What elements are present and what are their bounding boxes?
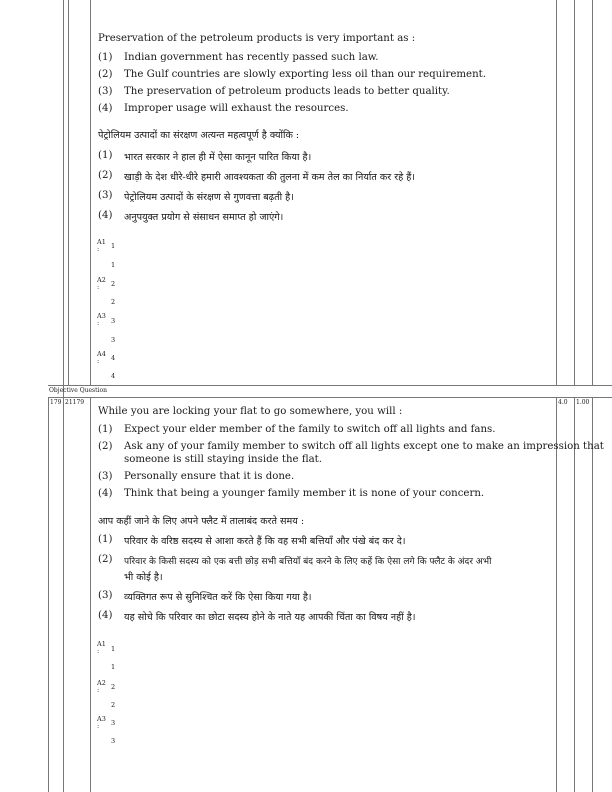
q2-en-opt3-num: (3) (98, 471, 113, 482)
q1-a3-colon: : (97, 319, 100, 327)
q1-a1-colon: : (97, 245, 100, 253)
q1-hi-opt3-num: (3) (98, 190, 113, 201)
q1-a4-colon: : (97, 357, 100, 365)
q1-a1-val: 1 (111, 242, 116, 250)
q2-hi-opt1-num: (1) (98, 534, 113, 545)
q2-a3-val: 3 (111, 719, 116, 727)
row-divider-top (48, 385, 612, 386)
table-border-right-3 (592, 0, 593, 385)
q2-a1-colon: : (97, 647, 100, 655)
q2-hi-opt4-num: (4) (98, 610, 113, 621)
q1-hi-question: पेट्रोलियम उत्पादों का संरक्षण अत्यन्त महत्वपूर्ण है क्योंकि : (98, 130, 300, 141)
q1-a1-label: A1 (97, 238, 106, 246)
q1-en-question: Preservation of the petroleum products is very important as : (98, 33, 416, 44)
q1-hi-opt1-text: भारत सरकार ने हाल ही में ऐसा कानून पारित किया है। (124, 152, 312, 163)
q2-a2-sub: 2 (111, 701, 116, 709)
q1-en-opt1-num: (1) (98, 52, 113, 63)
q2-a1-label: A1 (97, 640, 106, 648)
q2-a2-val: 2 (111, 683, 116, 691)
q2-en-opt2-num: (2) (98, 441, 113, 452)
q2-marks: 4.0 (558, 399, 568, 406)
q1-a1-sub: 1 (111, 261, 116, 269)
q1-a3-val: 3 (111, 317, 116, 325)
q1-a2-val: 2 (111, 280, 116, 288)
q1-hi-opt4-text: अनुपयुक्त प्रयोग से संसाधन समाप्त हो जाएंगे। (124, 212, 284, 223)
q2-col-line-1 (48, 397, 49, 792)
q1-a3-label: A3 (97, 312, 106, 320)
q1-a4-label: A4 (97, 350, 106, 358)
q1-en-opt4-text: Improper usage will exhaust the resources. (124, 103, 349, 114)
q1-a4-sub: 4 (111, 372, 116, 380)
table-border-left-3 (90, 0, 91, 385)
q2-a2-colon: : (97, 686, 100, 694)
q1-hi-opt4-num: (4) (98, 210, 113, 221)
q1-hi-opt2-text: खाड़ी के देश धीरे-धीरे हमारी आवश्यकता की तुलना में कम तेल का निर्यात कर रहे हैं। (124, 172, 416, 183)
q1-a3-sub: 3 (111, 336, 116, 344)
q2-a3-colon: : (97, 722, 100, 730)
q2-hi-opt1-line1: परिवार के वरिष्ठ सदस्य से आशा करते हैं कि वह सभी बत्तियाँ और पंखे बंद कर दे। (124, 536, 406, 547)
q1-en-opt4-num: (4) (98, 103, 113, 114)
table-border-right-2 (574, 0, 575, 385)
q1-en-opt1-text: Indian government has recently passed such law. (124, 52, 379, 63)
q2-hi-opt3-line1: व्यक्तिगत रूप से सुनिश्चित करें कि ऐसा किया गया है। (124, 592, 312, 603)
q2-hi-question: आप कहीं जाने के लिए अपने फ्लैट में तालाबंद करते समय : (98, 516, 305, 527)
table-border-left-2 (68, 0, 69, 385)
q2-a3-sub: 3 (111, 737, 116, 745)
q2-en-opt1-num: (1) (98, 424, 113, 435)
q2-hi-opt3-num: (3) (98, 590, 113, 601)
q2-en-opt1-line1: Expect your elder member of the family to switch off all lights and fans. (124, 424, 496, 435)
q2-en-question: While you are locking your flat to go somewhere, you will : (98, 406, 403, 417)
q2-en-opt4-line1: Think that being a younger family member it is none of your concern. (124, 488, 485, 499)
q2-hi-opt4-line1: यह सोचे कि परिवार का छोटा सदस्य होने के नाते यह आपकी चिंता का विषय नहीं है। (124, 612, 416, 623)
section-label: Objective Question (49, 387, 107, 394)
q2-en-opt2-line2: someone is still staying inside the flat. (124, 454, 323, 465)
q1-a2-colon: : (97, 283, 100, 291)
q2-col-line-6 (592, 397, 593, 792)
table-border-right-1 (556, 0, 557, 385)
q1-en-opt2-num: (2) (98, 69, 113, 80)
q2-a3-label: A3 (97, 715, 106, 723)
q2-hi-opt2-line2: भी कोई है। (124, 572, 163, 583)
q2-serial: 179 (50, 399, 62, 406)
q1-a4-val: 4 (111, 354, 116, 362)
q1-a2-sub: 2 (111, 298, 116, 306)
q2-negative-marks: 1.00 (576, 399, 590, 406)
q1-hi-opt3-text: पेट्रोलियम उत्पादों के संरक्षण से गुणवत्ता बढ़ती है। (124, 192, 294, 203)
q1-en-opt3-text: The preservation of petroleum products leads to better quality. (124, 86, 450, 97)
q2-col-line-5 (574, 397, 575, 792)
q2-qid: 21179 (65, 399, 85, 406)
q2-en-opt4-num: (4) (98, 488, 113, 499)
q1-en-opt2-text: The Gulf countries are slowly exporting less oil than our requirement. (124, 69, 486, 80)
q2-a1-val: 1 (111, 645, 116, 653)
q2-hi-opt2-line1: परिवार के किसी सदस्य को एक बत्ती छोड़ सभी बत्तियाँ बंद करने के लिए कहें कि ऐसा लगे कि फ्लैट के अंदर अभी (124, 557, 492, 567)
q2-col-line-4 (556, 397, 557, 792)
q2-col-line-3 (90, 397, 91, 792)
row-divider-bottom (48, 397, 612, 398)
q1-hi-opt1-num: (1) (98, 150, 113, 161)
q2-a1-sub: 1 (111, 663, 116, 671)
q2-en-opt3-line1: Personally ensure that it is done. (124, 471, 295, 482)
q2-en-opt2-line1: Ask any of your family member to switch off all lights except one to make an impression that (124, 441, 604, 452)
q2-col-line-2 (63, 397, 64, 792)
q1-a2-label: A2 (97, 276, 106, 284)
q2-a2-label: A2 (97, 679, 106, 687)
q1-hi-opt2-num: (2) (98, 170, 113, 181)
q1-en-opt3-num: (3) (98, 86, 113, 97)
q2-hi-opt2-num: (2) (98, 554, 113, 565)
